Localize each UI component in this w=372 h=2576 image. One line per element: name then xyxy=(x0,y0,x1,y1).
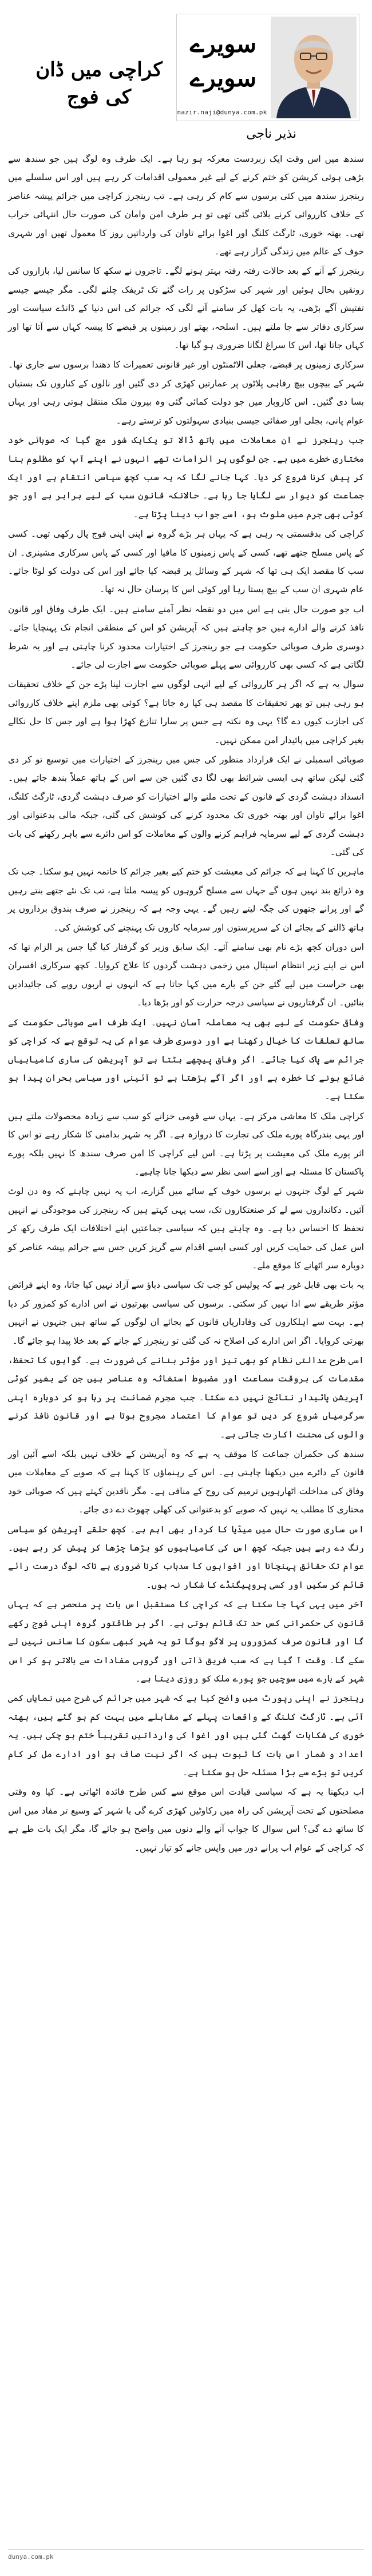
column-logo-line-2: سویرے xyxy=(189,64,257,92)
footer-site-url[interactable]: dunya.com.pk xyxy=(8,2553,54,2561)
article-paragraph: سندھ کی حکمران جماعت کا موقف یہ ہے کہ وہ آپریشن کے خلاف نہیں بلکہ اسے آئین اور قانون کے دائرے میں دیکھنا چاہتی ہے۔ اس کے رہنماؤں کا کہنا ہے کہ صوبے کے معاملات میں وفاق کی مداخلت اٹھارہویں ترمیم کی روح کے منافی ہے۔ مگر ناقدین کہتے ہیں کہ صوبائی خود مختاری کا مطلب یہ نہیں کہ صوبے کو بدعنوانی کی کھلی چھوٹ دے دی جائے۔ xyxy=(8,1449,364,1515)
columnist-portrait xyxy=(271,17,357,118)
article-paragraph: اب جو صورت حال بنی ہے اس میں دو نقطہ نظر آمنے سامنے ہیں۔ ایک طرف وفاق اور قانون نافذ کرنے والے ادارے ہیں جو چاہتے ہیں کہ آپریشن کو اس کے منطقی انجام تک پہنچایا جائے۔ دوسری طرف صوبائی حکومت ہے جو رینجرز کے اختیارات محدود کرنا چاہتی ہے اور یہ شرط لگاتی ہے کہ کسی بھی کارروائی سے پہلے صوبائی حکومت سے اجازت لی جائے۔ xyxy=(8,604,364,670)
article-paragraph: اس دوران کچھ بڑے نام بھی سامنے آئے۔ ایک سابق وزیر کو گرفتار کیا گیا جس پر الزام تھا کہ اس نے اپنے زیر انتظام اسپتال میں زخمی دہشت گردوں کا علاج کروایا۔ کچھ سرکاری افسران بھی حراست میں لیے گئے جن کے بارے میں کہا جاتا ہے کہ انہوں نے اربوں روپے کی جائیدادیں بنائیں۔ ان گرفتاریوں نے سیاسی درجہ حرارت کو اور بڑھا دیا۔ xyxy=(8,942,364,1008)
article-paragraph: سرکاری زمینوں پر قبضے، جعلی الاٹمنٹوں اور غیر قانونی تعمیرات کا دھندا برسوں سے جاری تھا۔ شہر کے بیچوں بیچ رفاہی پلاٹوں پر عمارتیں کھڑی کر دی گئیں اور نالوں کے کناروں تک بستیاں بسا دی گئیں۔ اس کاروبار میں جو دولت کمائی گئی وہ بیرون ملک منتقل ہوتی رہی اور یہاں عوام پانی، بجلی اور صفائی جیسی بنیادی سہولتوں کو ترستے رہے۔ xyxy=(8,360,364,426)
article-paragraph: شہر کے لوگ جنہوں نے برسوں خوف کے سائے میں گزارے، اب یہ نہیں چاہتے کہ وہ دن لوٹ آئیں۔ دکانداروں سے لے کر صنعتکاروں تک، سب یہی کہتے ہیں کہ رینجرز کی موجودگی نے انہیں تحفظ کا احساس دیا ہے۔ وہ چاہتے ہیں کہ سیاسی جماعتیں اپنے اختلافات ایک طرف رکھ کر اس عمل کی حمایت کریں اور کسی ایسے اقدام سے گریز کریں جس سے جرائم پیشہ عناصر کو دوبارہ سر اٹھانے کا موقع ملے۔ xyxy=(8,1186,364,1271)
article-paragraph: کراچی کی بدقسمتی یہ رہی ہے کہ یہاں ہر بڑے گروہ نے اپنی اپنی فوج پال رکھی تھی۔ کسی کے پاس مسلح جتھے تھے، کسی کے پاس زمینوں کا مافیا اور کسی کے پاس سرکاری مشینری۔ ان سب کا مقصد ایک ہی تھا کہ شہر کے وسائل پر قبضہ کیا جائے اور اس کی دولت کو لوٹا جائے۔ عام شہری ان سب کے بیچ پستا رہا اور کوئی اس کا پرسان حال نہ تھا۔ xyxy=(8,529,364,595)
article-byline: نذیر ناجی xyxy=(246,127,296,141)
columnist-email[interactable]: nazir.naji@dunya.com.pk xyxy=(177,109,267,116)
column-logo xyxy=(180,20,266,106)
article-paragraph: کراچی ملک کا معاشی مرکز ہے۔ یہاں سے قومی خزانے کو سب سے زیادہ محصولات ملتے ہیں اور یہی بندرگاہ پورے ملک کی تجارت کا دروازہ ہے۔ اگر یہ شہر بدامنی کا شکار رہے تو اس کا اثر پورے ملک کی معیشت پر پڑتا ہے۔ اس لیے کراچی کا امن صرف سندھ کا نہیں بلکہ پورے پاکستان کا مسئلہ ہے اور اسے اسی نظر سے دیکھا جانا چاہیے۔ xyxy=(8,1111,364,1177)
article-paragraph: آخر میں یہی کہا جا سکتا ہے کہ کراچی کا مستقبل اس بات پر منحصر ہے کہ یہاں قانون کی حکمرانی کس حد تک قائم ہوتی ہے۔ اگر ہر طاقتور گروہ اپنی فوج رکھے گا اور قانون صرف کمزوروں پر لاگو ہوگا تو یہ شہر کبھی سکون کا سانس نہیں لے سکے گا۔ وقت آ گیا ہے کہ سب فریق ذاتی اور گروہی مفادات سے بالاتر ہو کر اس شہر کے بارے میں سوچیں جو پورے ملک کو روزی دیتا ہے۔ xyxy=(8,1599,364,1684)
article-paragraph: اسی طرح عدالتی نظام کو بھی تیز اور مؤثر بنانے کی ضرورت ہے۔ گواہوں کا تحفظ، مقدمات کی بروقت سماعت اور مضبوط استغاثہ وہ عناصر ہیں جن کے بغیر کوئی آپریشن پائیدار نتائج نہیں دے سکتا۔ جب مجرم ضمانت پر رہا ہو کر دوبارہ اپنی سرگرمیاں شروع کر دیں تو عوام کا اعتماد مجروح ہوتا ہے اور قانون نافذ کرنے والوں کی محنت اکارت جاتی ہے۔ xyxy=(8,1355,364,1440)
article-headline: کراچی میں ڈان کی فوج xyxy=(35,58,163,109)
article-paragraph: رینجرز نے اپنی رپورٹ میں واضح کیا ہے کہ شہر میں جرائم کی شرح میں نمایاں کمی آئی ہے۔ ٹارگٹ کلنگ کے واقعات پہلے کے مقابلے میں بہت کم ہو گئے ہیں، بھتہ خوری کی شکایات گھٹ گئی ہیں اور اغوا کی وارداتیں تقریباً ختم ہو چکی ہیں۔ یہ اعداد و شمار اس بات کا ثبوت ہیں کہ اگر نیت صاف ہو اور ادارے مل کر کام کریں تو بڑے سے بڑا مسئلہ حل ہو سکتا ہے۔ xyxy=(8,1693,364,1778)
article-paragraph: وفاقی حکومت کے لیے بھی یہ معاملہ آسان نہیں۔ ایک طرف اسے صوبائی حکومت کے ساتھ تعلقات کا خیال رکھنا ہے اور دوسری طرف عوام کی یہ توقع ہے کہ کراچی کو جرائم سے پاک کیا جائے۔ اگر وفاق پیچھے ہٹتا ہے تو آپریشن کی ساری کامیابیاں ضائع ہونے کا خطرہ ہے اور اگر آگے بڑھتا ہے تو آئینی اور سیاسی بحران پیدا ہو سکتا ہے۔ xyxy=(8,1017,364,1102)
article-paragraph: رینجرز کے آنے کے بعد حالات رفتہ رفتہ بہتر ہونے لگے۔ تاجروں نے سکھ کا سانس لیا، بازاروں کی رونقیں بحال ہوئیں اور شہر کی سڑکوں پر رات گئے تک ٹریفک چلنے لگی۔ مگر جیسے جیسے تفتیش آگے بڑھی، یہ بات کھل کر سامنے آنے لگی کہ جرائم کی اس دنیا کے ڈانڈے سیاست اور سرکاری دفاتر سے جا ملتے ہیں۔ اسلحہ، بھتے اور زمینوں پر قبضے کا پیسہ کہاں سے آتا تھا اور کہاں جاتا تھا، اس کا سراغ لگانا ضروری ہو گیا تھا۔ xyxy=(8,266,364,351)
column-header xyxy=(8,11,364,151)
article-paragraph: یہ بات بھی قابل غور ہے کہ پولیس کو جب تک سیاسی دباؤ سے آزاد نہیں کیا جاتا، وہ اپنے فرائض مؤثر طریقے سے ادا نہیں کر سکتی۔ برسوں کی سیاسی بھرتیوں نے اس ادارے کو کمزور کر دیا ہے۔ بہت سے اہلکاروں کی وفاداریاں قانون کے بجائے ان لوگوں کے ساتھ ہیں جنہوں نے انہیں بھرتی کروایا۔ اگر اس ادارے کی اصلاح نہ کی گئی تو رینجرز کے جانے کے بعد خلا پیدا ہو جائے گا۔ xyxy=(8,1280,364,1346)
article-paragraph: سوال یہ ہے کہ اگر ہر کارروائی کے لیے انہی لوگوں سے اجازت لینا پڑے جن کے خلاف تحقیقات ہو رہی ہیں تو پھر تحقیقات کا مقصد ہی کیا رہ جاتا ہے؟ کوئی بھی ملزم اپنے خلاف کارروائی کی اجازت کیوں دے گا؟ یہی وہ نکتہ ہے جس پر سارا تنازع کھڑا ہوا ہے اور جس کا حل نکالے بغیر کراچی میں پائیدار امن ممکن نہیں۔ xyxy=(8,679,364,745)
article-body xyxy=(8,150,364,1858)
column-logo-text xyxy=(180,27,266,95)
portrait-illustration xyxy=(271,17,357,118)
article-paragraph: سندھ میں اس وقت ایک زبردست معرکہ ہو رہا ہے۔ ایک طرف وہ لوگ ہیں جو سندھ سے بڑھی ہوئی کرپشن کو ختم کرنے کے لیے غیر معمولی اقدامات کر رہے ہیں اور اس سلسلے میں رینجرز سندھ میں کئی برسوں سے کام کر رہی ہے۔ تب رینجرز کراچی میں جرائم پیشہ عناصر کے خلاف کارروائی کرنے بلائی گئی تھی تو ہر طرف امن وامان کی صورت حال انتہائی خراب تھی۔ بھتہ خوری، ٹارگٹ کلنگ اور اغوا برائے تاوان کی وارداتیں روز کا معمول تھیں اور شہری خوف کے عالم میں زندگی گزار رہے تھے۔ xyxy=(8,154,364,257)
article-paragraph: اس ساری صورت حال میں میڈیا کا کردار بھی اہم ہے۔ کچھ حلقے آپریشن کو سیاسی رنگ دے رہے ہیں جبکہ کچھ اس کی کامیابیوں کو بڑھا چڑھا کر پیش کر رہے ہیں۔ عوام تک حقائق پہنچانا اور افواہوں کا سدباب کرنا ضروری ہے تاکہ لوگ درست رائے قائم کر سکیں اور کسی پروپیگنڈے کا شکار نہ ہوں۔ xyxy=(8,1524,364,1590)
article-paragraph: صوبائی اسمبلی نے ایک قرارداد منظور کی جس میں رینجرز کے اختیارات میں توسیع تو کر دی گئی لیکن ساتھ ہی ایسی شرائط بھی لگا دی گئیں جن سے اس کے ہاتھ عملاً بندھ جاتے ہیں۔ انسداد دہشت گردی کے قانون کے تحت ملنے والے اختیارات کو صرف دہشت گردی، ٹارگٹ کلنگ، اغوا برائے تاوان اور بھتہ خوری تک محدود کرنے کی کوشش کی گئی، جبکہ مالی بدعنوانی اور دہشت گردی کے لیے سرمایہ فراہم کرنے والوں کے معاملات کو اس دائرے سے باہر رکھنے کی بات کی گئی۔ xyxy=(8,754,364,858)
column-logo-line-1: سویرے xyxy=(189,30,257,58)
page-footer xyxy=(8,2549,364,2565)
article-paragraph: اب دیکھنا یہ ہے کہ سیاسی قیادت اس موقع سے کس طرح فائدہ اٹھاتی ہے۔ کیا وہ وقتی مصلحتوں کے تحت آپریشن کی راہ میں رکاوٹیں کھڑی کرے گی یا شہر کے وسیع تر مفاد میں اس کا ساتھ دے گی؟ اس سوال کا جواب آنے والے دنوں میں واضح ہو جائے گا، مگر ایک بات طے ہے کہ کراچی کے عوام اب پرانے دور میں واپس جانے کو تیار نہیں۔ xyxy=(8,1787,364,1853)
article-paragraph: جب رینجرز نے ان معاملات میں ہاتھ ڈالا تو یکایک شور مچ گیا کہ صوبائی خود مختاری خطرے میں ہے۔ جن لوگوں پر الزامات تھے انہوں نے اپنے آپ کو مظلوم بنا کر پیش کرنا شروع کر دیا۔ کہا جانے لگا کہ یہ سب کچھ سیاسی انتقام ہے اور ایک جماعت کو دیوار سے لگایا جا رہا ہے۔ حالانکہ قانون سب کے لیے برابر ہے اور جو کوئی بھی جرم میں ملوث ہو، اسے جواب دینا پڑتا ہے۔ xyxy=(8,435,364,520)
column-logo-block xyxy=(176,14,359,121)
article-paragraph: ماہرین کا کہنا ہے کہ جرائم کی معیشت کو ختم کیے بغیر جرائم کا خاتمہ نہیں ہو سکتا۔ جب تک وہ ذرائع بند نہیں ہوں گے جہاں سے مسلح گروہوں کو پیسہ ملتا ہے، تب تک نئے جتھے بنتے رہیں گے اور پرانے جتھوں کی جگہ لیتے رہیں گے۔ یہی وجہ ہے کہ رینجرز نے صرف بندوق برداروں پر ہاتھ ڈالنے کے بجائے ان کے سرپرستوں اور سرمایہ کاروں تک پہنچنے کی کوشش کی۔ xyxy=(8,866,364,933)
